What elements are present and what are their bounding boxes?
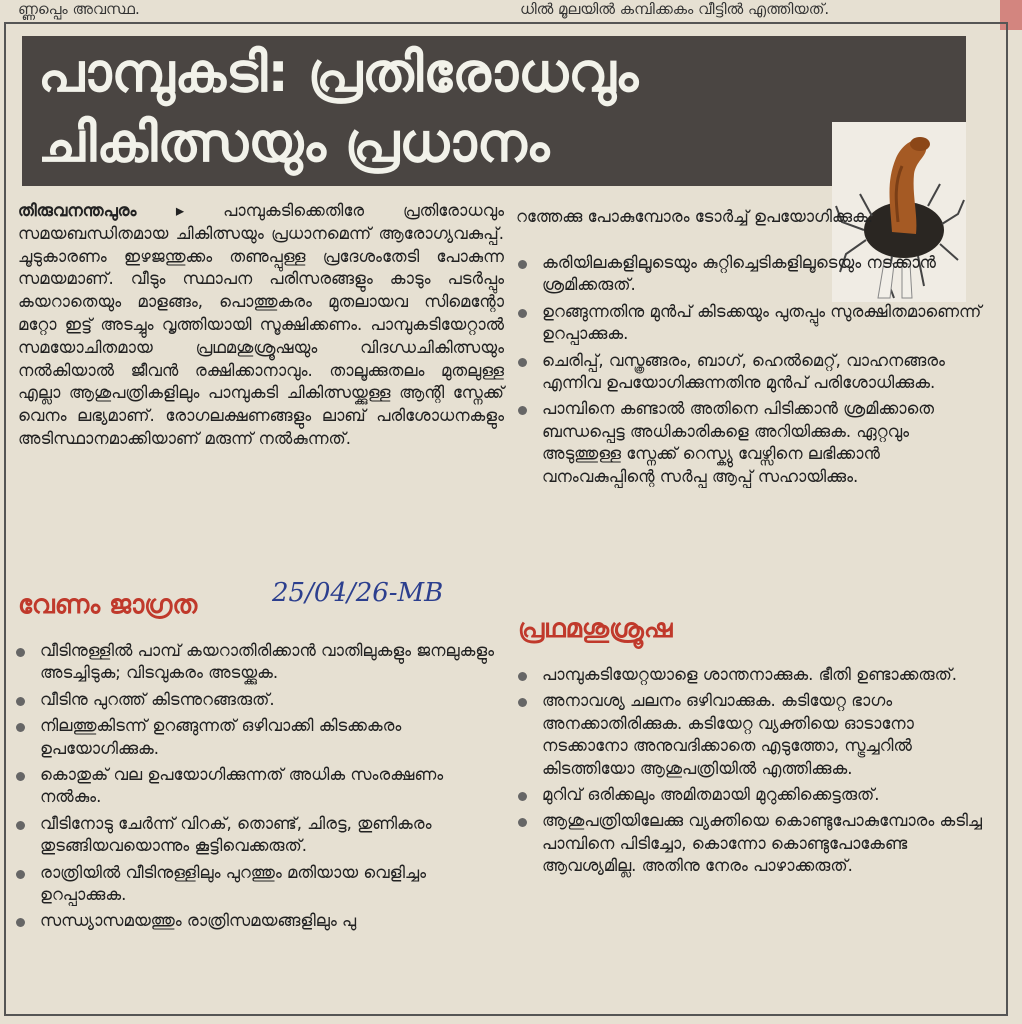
headline-line-1: പാമ്പുകടി: പ്രതിരോധവും — [38, 41, 639, 104]
bullet-icon — [518, 260, 527, 269]
bullet-icon — [16, 697, 25, 706]
list-item: ആശുപത്രിയിലേക്കു വ്യക്തിയെ കൊണ്ടുപോകുമ്പോരം കടിച്ച പാമ്പിനെ പിടിച്ചോ, കൊന്നോ കൊണ്ടുപോകേണ്ട ആവശ്യമില്ല. അതിനു നേരം പാഴാക്കരുത്. — [512, 810, 988, 877]
continued-text: റത്തേക്കു പോകുമ്പോരം ടോർച്ച് ഉപയോഗിക്കുക. — [516, 207, 874, 226]
list-item: പാമ്പിനെ കണ്ടാൽ അതിനെ പിടിക്കാൻ ശ്രമിക്കാതെ ബന്ധപ്പെട്ട അധികാരികളെ അറിയിക്കുക. ഏറ്റവും അടുത്തുള്ള സ്നേക്ക് റെസ്ക്യു വേഴ്സിനെ ലഭിക്കാൻ വനംവകുപ്പിന്റെ സർപ്പ ആപ്പ് സഹായിക്കും. — [512, 398, 988, 488]
list-item: ചെരിപ്പ്, വസ്ത്രങ്ങരം, ബാഗ്, ഹെൽമെറ്റ്, വാഹനങ്ങരം എന്നിവ ഉപയോഗിക്കുന്നതിനു മുൻപ് പരിശോധിക്കുക. — [512, 350, 988, 395]
list-item: നിലത്തുകിടന്ന് ഉറങ്ങുന്നത് ഒഴിവാക്കി കിടക്കകരം ഉപയോഗിക്കുക. — [10, 715, 504, 760]
list-item: വീടിനുള്ളിൽ പാമ്പ് കയറാതിരിക്കാൻ വാതിലുകളും ജനലുകളും അടച്ചിടുക; വിടവുകരം അടയ്ക്കുക. — [10, 640, 504, 685]
list-item: കൊതുക് വല ഉപയോഗിക്കുന്നത് അധിക സംരക്ഷണം നൽകും. — [10, 764, 504, 809]
bullet-icon — [518, 309, 527, 318]
list-item: വീടിനു പുറത്ത് കിടന്നുറങ്ങരുത്. — [10, 689, 504, 711]
bullet-icon — [16, 870, 25, 879]
bullet-icon — [518, 358, 527, 367]
intro-paragraph — [18, 200, 504, 451]
section-heading-first-aid: പ്രഥമശുശ്രൂഷ — [518, 614, 673, 644]
list-item: അനാവശ്യ ചലനം ഒഴിവാക്കുക. കടിയേറ്റ ഭാഗം അനക്കാതിരിക്കുക. കടിയേറ്റ വ്യക്തിയെ ഓടാനോ നടക്കാനോ അനുവദിക്കാതെ എടുത്തോ, സ്ട്രച്ചറിൽ കിടത്തിയോ ആശുപത്രിയിൽ എത്തിക്കുക. — [512, 690, 988, 780]
previous-article-fragment-left: ണ്ണപ്പെം അവസ്ഥ. — [18, 0, 140, 18]
list-item: കരിയിലകളിലൂടെയും കുറ്റിച്ചെടികളിലൂടെയും നടക്കാൻ ശ്രമിക്കരുത്. — [512, 252, 988, 297]
intro-column — [18, 200, 504, 451]
list-item: മുറിവ് ഒരിക്കലും അമിതമായി മുറുക്കിക്കെട്ടരുത്. — [512, 784, 988, 806]
bullet-icon — [518, 818, 527, 827]
vigilance-list-continued — [512, 252, 988, 492]
list-item: രാത്രിയിൽ വീടിനുള്ളിലും പുറത്തും മതിയായ വെളിച്ചം ഉറപ്പാക്കുക. — [10, 862, 504, 907]
bullet-icon — [518, 792, 527, 801]
bullet-icon — [518, 406, 527, 415]
bullet-icon — [16, 918, 25, 927]
bullet-icon — [16, 772, 25, 781]
first-aid-list — [512, 664, 988, 882]
bullet-icon — [16, 723, 25, 732]
column-2-continuation — [516, 206, 986, 229]
list-item: ഉറങ്ങുന്നതിനു മുൻപ് കിടക്കയും പുതപ്പും സുരക്ഷിതമാണെന്ന് ഉറപ്പാക്കുക. — [512, 301, 988, 346]
headline-line-2: ചികിത്സയും പ്രധാനം — [38, 111, 550, 174]
bullet-icon — [16, 648, 25, 657]
bullet-icon — [518, 672, 527, 681]
bullet-icon — [518, 698, 527, 707]
handwritten-date-note: 25/04/26-MB — [272, 578, 444, 608]
previous-article-fragment-right: ധിൽ മൂലയിൽ കമ്പിക്കകം വീട്ടിൽ എത്തിയത്. — [520, 0, 830, 18]
list-item: സന്ധ്യാസമയത്തും രാത്രിസമയങ്ങളിലും പു — [10, 910, 504, 932]
intro-text: പാമ്പുകടിക്കെതിരേ പ്രതിരോധവും സമയബന്ധിതമായ ചികിത്സയും പ്രധാനമെന്ന് ആരോഗ്യവകുപ്പ്. ചൂടുകാരണം ഇഴജന്തുക്കം തണുപ്പുള്ള പ്രദേശംതേടി പോകുന്ന സമയമാണ്. വീടും സ്ഥാപന പരിസരങ്ങളും കാടും പടർപ്പും കയറാതെയും മാളങ്ങം, പൊത്തുകരം മുതലായവ സിമെന്റോ മറ്റോ ഇട്ട് അടച്ചും വൃത്തിയായി സൂക്ഷിക്കണം. പാമ്പുകടിയേറ്റാൽ സമയോചിതമായ പ്രഥമശുശ്രൂഷയും വിദഗ്ധചികിത്സയും നൽകിയാൽ ജീവൻ രക്ഷിക്കാനാവും. താലൂക്കുതലം മുതലുള്ള എല്ലാ ആശുപത്രികളിലും പാമ്പുകടി ചികിത്സയ്ക്കുള്ള ആന്റി സ്നേക്ക് വെനം ലഭ്യമാണ്. രോഗലക്ഷണങ്ങളും ലാബ് പരിശോധനകളും അടിസ്ഥാനമാക്കിയാണ് മരുന്ന് നൽകുന്നത്. — [18, 201, 504, 448]
list-item: വീടിനോടു ചേർന്ന് വിറക്, തൊണ്ട്, ചിരട്ട, തുണികരം തുടങ്ങിയവയൊന്നും കൂട്ടിവെക്കരുത്. — [10, 813, 504, 858]
dateline: തിരുവനന്തപുരം ▸ — [18, 201, 185, 220]
list-item: പാമ്പുകടിയേറ്റയാളെ ശാന്തനാക്കുക. ഭീതി ഉണ്ടാക്കരുത്. — [512, 664, 988, 686]
vigilance-list — [10, 640, 504, 937]
headline-banner — [22, 36, 966, 186]
bullet-icon — [16, 821, 25, 830]
section-heading-vigilance: വേണം ജാഗ്രത — [18, 590, 198, 620]
